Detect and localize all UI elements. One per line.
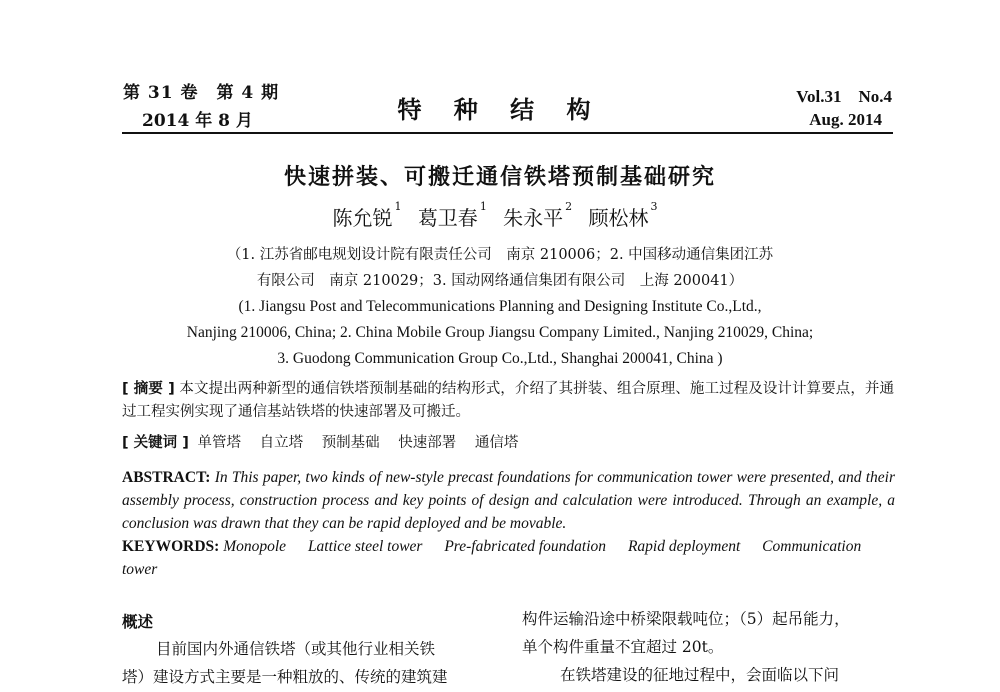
abstract-en-label: ABSTRACT: [122,469,211,486]
author-name: 顾松林 [588,206,649,230]
keyword-cn: 快速部署 [398,435,457,451]
keyword-en: Pre-fabricated foundation [444,538,607,555]
date-cn: 2014 年 8 月 [142,111,253,131]
author-sup: 1 [394,200,402,213]
keywords-cn [122,432,894,455]
abstract-en [122,466,895,535]
abstract-en-text: In This paper, two kinds of new-style precast foundations for communication tower were presented, and their assembly process, construction process and key points of design and calculation were introduced. Through an example, a conclusion was drawn that they can be rapid deployed and be movable. [122,469,896,532]
author-sup: 2 [565,200,573,213]
keyword-en: Rapid deployment [627,538,741,555]
journal-name: 特 种 结 构 [397,95,603,124]
volume-issue-en: Vol.31 No.4 [796,87,892,106]
keyword-en: Lattice steel tower [307,538,423,555]
body-left-line: 塔）建设方式主要是一种粗放的、传统的建筑建 [122,668,448,686]
keyword-cn: 通信塔 [474,435,519,451]
abstract-cn-label: [ 摘要 ] [122,381,175,397]
date-en: Aug. 2014 [809,110,882,129]
affiliation-cn-line: 有限公司 南京 210029；3. 国动网络通信集团有限公司 上海 200041） [256,273,744,289]
body-left-line: 目前国内外通信铁塔（或其他行业相关铁 [156,640,436,658]
author-name: 朱永平 [503,206,564,230]
keyword-en: Monopole [223,538,287,555]
section-heading: 概述 [122,613,154,631]
affiliation-en-line: 3. Guodong Communication Group Co.,Ltd., Shanghai 200041, China ) [277,350,723,367]
affiliation-cn-line: （1. 江苏省邮电规划设计院有限责任公司 南京 210006；2. 中国移动通信集团江苏 [226,247,774,263]
author-name: 陈允锐 [332,206,393,230]
abstract-cn-text: 本文提出两种新型的通信铁塔预制基础的结构形式，介绍了其拼装、组合原理、施工过程及设计计算要点，并通过工程实例实现了通信基站铁塔的快速部署及可搬迁。 [122,381,895,420]
header-rule [122,132,893,134]
author-name: 葛卫春 [417,206,478,230]
keyword-cn: 自立塔 [259,435,304,451]
affiliation-en-line: Nanjing 210006, China; 2. China Mobile Group Jiangsu Company Limited., Nanjing 210029, China; [186,324,814,341]
keyword-cn: 单管塔 [197,435,241,451]
affiliation-en-line: (1. Jiangsu Post and Telecommunications Planning and Designing Institute Co.,Ltd., [238,298,762,315]
body-right-line: 在铁塔建设的征地过程中，会面临以下问 [560,666,840,684]
author-sup: 3 [650,200,658,213]
keywords-en [122,535,895,581]
author-sup: 1 [479,200,487,213]
body-right-line: 构件运输沿途中桥梁限载吨位；（5）起吊能力， [522,610,850,628]
author-list [0,202,1000,231]
abstract-cn [122,378,894,424]
body-right-line: 单个构件重量不宜超过 20t。 [522,638,724,656]
keywords-cn-label: [ 关键词 ] [122,435,189,451]
keyword-cn: 预制基础 [321,435,380,451]
paper-title: 快速拼装、可搬迁通信铁塔预制基础研究 [283,165,716,190]
keywords-en-label: KEYWORDS: [122,538,220,555]
volume-issue-cn: 第 31 卷 第 4 期 [123,83,280,103]
keyword-en: Communication tower [122,538,862,578]
